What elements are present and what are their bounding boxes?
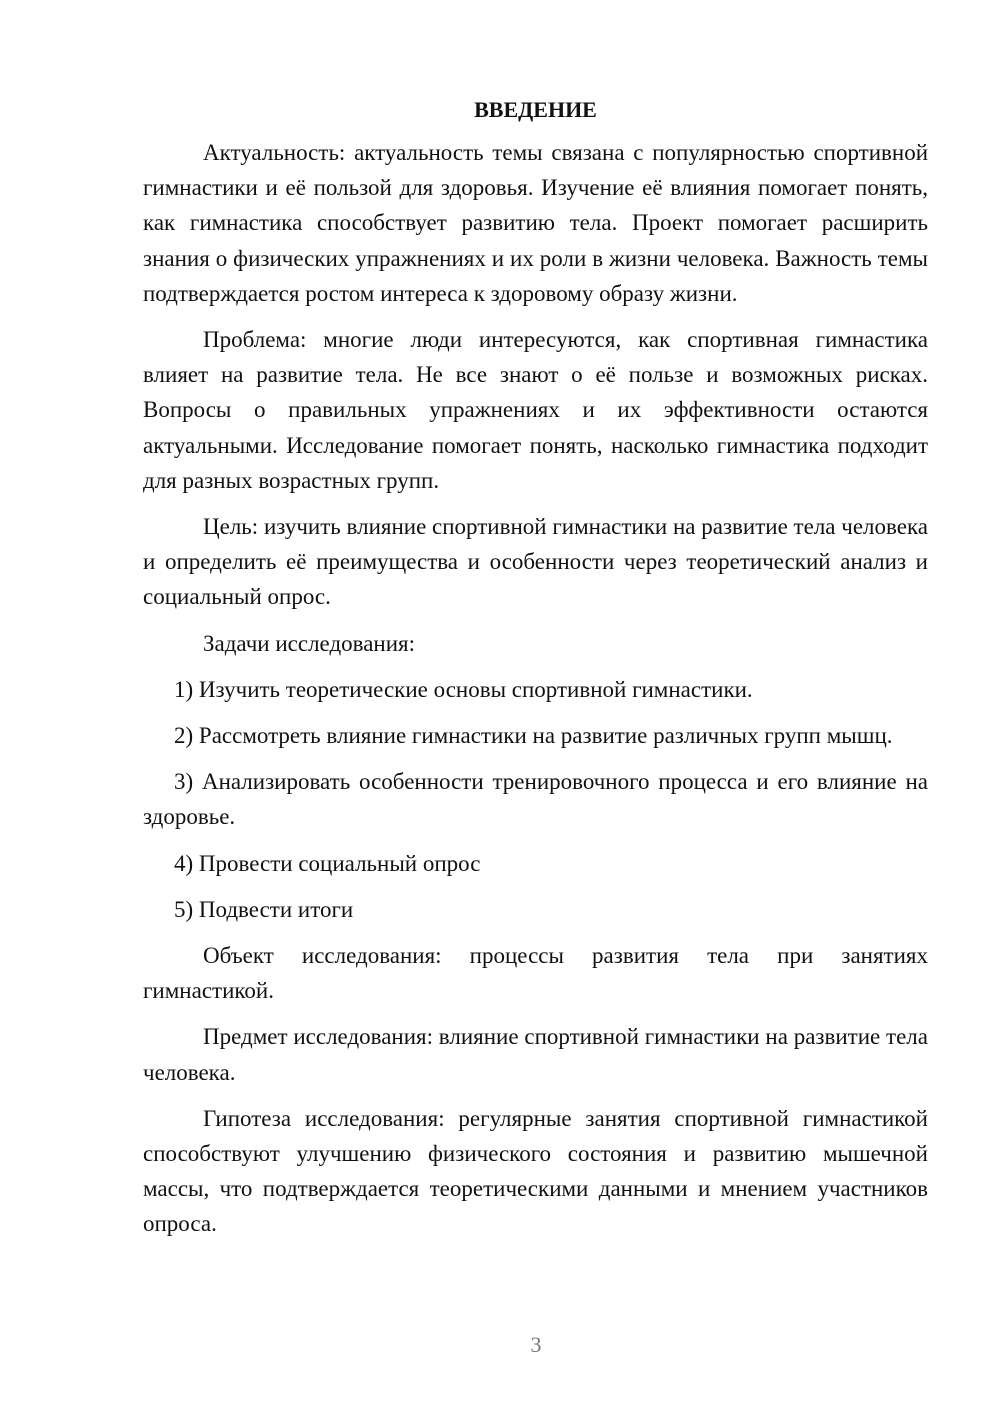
task-item-5: 5) Подвести итоги: [174, 896, 354, 922]
task-item-2: 2) Рассмотреть влияние гимнастики на развитие различных групп мышц.: [174, 723, 893, 749]
document-page: [143, 92, 928, 1253]
section-title: ВВЕДЕНИЕ: [474, 97, 597, 122]
task-item-4: 4) Провести социальный опрос: [174, 850, 481, 876]
paragraph-relevance: Актуальность: актуальность темы связана с популярностью спортивной гимнастики и её пользой для здоровья. Изучение её влияния помогает понять, как гимнастика способствует развитию тела. Проект помогает расширить знания о физических упражнениях и их роли в жизни человека. Важность темы подтверждается ростом интереса к здоровому образу жизни.: [143, 140, 928, 306]
paragraph-object: Объект исследования: процессы развития тела при занятиях гимнастикой.: [143, 943, 928, 1004]
paragraph-problem: Проблема: многие люди интересуются, как спортивная гимнастика влияет на развитие тела. Не все знают о её пользе и возможных рисках. Вопросы о правильных упражнениях и их эффективности остаются актуальными. Исследование помогает понять, насколько гимнастика подходит для разных возрастных групп.: [143, 327, 928, 493]
task-item-3: 3) Анализировать особенности тренировочного процесса и его влияние на здоровье.: [143, 769, 928, 830]
page-number: 3: [530, 1332, 542, 1357]
paragraph-goal: Цель: изучить влияние спортивной гимнастики на развитие тела человека и определить её преимущества и особенности через теоретический анализ и социальный опрос.: [143, 514, 928, 610]
paragraph-tasks-heading: Задачи исследования:: [203, 630, 416, 656]
paragraph-subject: Предмет исследования: влияние спортивной гимнастики на развитие тела человека.: [143, 1024, 928, 1085]
task-item-1: 1) Изучить теоретические основы спортивной гимнастики.: [174, 676, 753, 702]
paragraph-hypothesis: Гипотеза исследования: регулярные занятия спортивной гимнастикой способствуют улучшению физического состояния и развитию мышечной массы, что подтверждается теоретическими данными и мнением участников опроса.: [143, 1105, 928, 1237]
